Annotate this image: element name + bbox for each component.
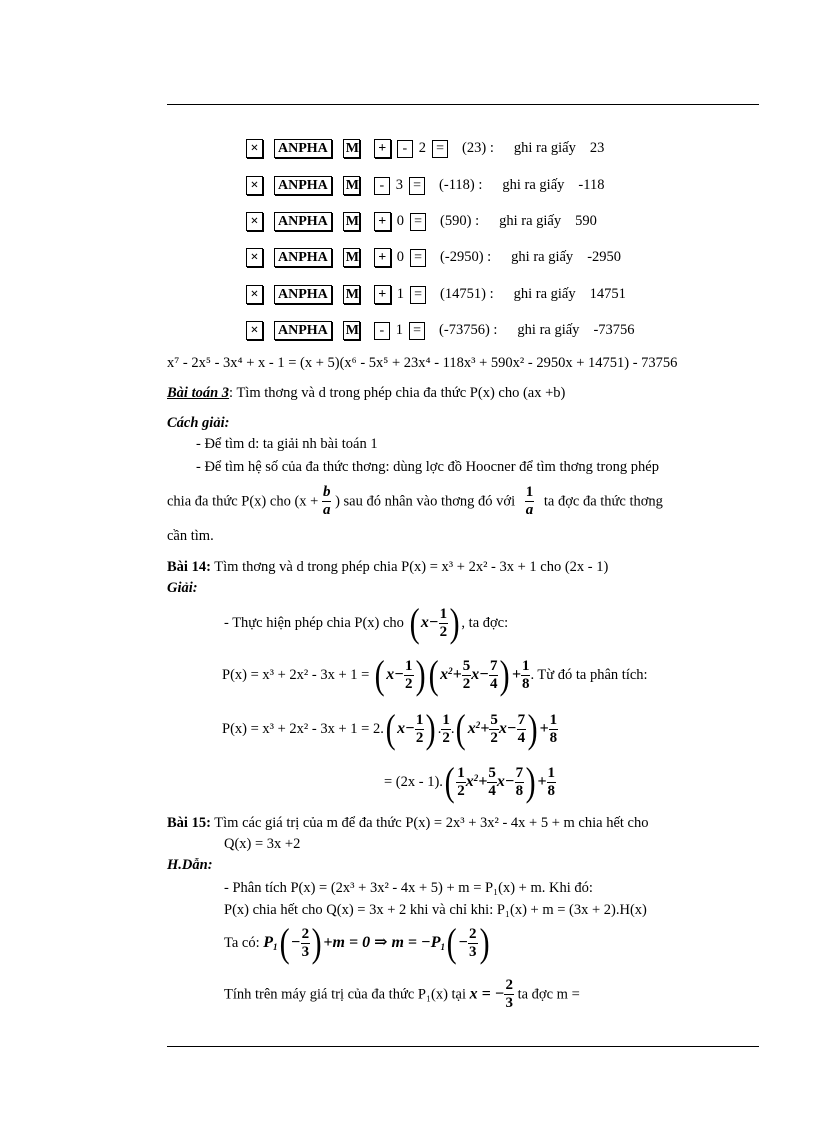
keystroke-row	[246, 285, 626, 304]
ex14-line-4a: = (2x - 1).	[384, 773, 443, 790]
keystroke-row	[246, 176, 604, 195]
row-value: (-2950) :	[440, 249, 492, 265]
row-note: ghi ra giấy	[499, 213, 562, 229]
ex14-line-2: P(x) = x³ + 2x² - 3x + 1 = ( x− $\frac{1}{2}$ )( $x^2+$ $\frac{5}{2}$ x− $\frac{7}{4}$ ) + $\frac{1}{8}$ . Từ đó ta phân tích:	[222, 652, 648, 697]
identity-line: x⁷ - 2x⁵ - 3x⁴ + x - 1 = (x + 5)(x⁶ - 5x⁵ + 23x⁴ - 118x³ + 590x² - 2950x + 14751) - 73756	[167, 355, 678, 371]
m-key: M	[343, 248, 360, 267]
digit: 1	[396, 286, 405, 302]
row-result: -118	[578, 177, 605, 193]
row-note: ghi ra giấy	[502, 177, 565, 193]
row-note: ghi ra giấy	[511, 249, 574, 265]
method-line-1: - Để tìm d: ta giải nh bài toán 1	[196, 436, 378, 452]
keystroke-row	[246, 248, 621, 267]
hint-line-4: Tính trên máy giá trị của đa thức P₁(x) tại x = − $\frac{2}{3}$ ta đợc m =	[224, 977, 580, 1011]
method-line-4: cần tìm.	[167, 528, 214, 544]
m-key: M	[343, 321, 360, 340]
method-line-2: - Để tìm hệ số của đa thức thơng: dùng lợc đồ Hoocner để tìm thơng trong phép	[196, 459, 659, 475]
minus-key: -	[374, 177, 390, 195]
row-value: (-73756) :	[439, 322, 498, 338]
plus-key: +	[374, 285, 391, 304]
minus-key: -	[374, 322, 390, 340]
row-note: ghi ra giấy	[513, 140, 576, 156]
ex14-line-1a: - Thực hiện phép chia P(x) cho	[224, 614, 404, 631]
ex14-line-2b: . Từ đó ta phân tích:	[530, 666, 648, 683]
row-value: (590) :	[440, 213, 480, 229]
keystroke-row	[246, 321, 635, 340]
method-line-3c: ta đợc đa thức thơng	[543, 493, 663, 510]
multiply-key: ×	[246, 176, 263, 195]
hint-line-1: - Phân tích P(x) = (2x³ + 3x² - 4x + 5) + m = P₁(x) + m. Khi đó:	[224, 880, 593, 896]
plus-key: +	[374, 139, 391, 158]
m-key: M	[343, 176, 360, 195]
digit: 2	[418, 140, 427, 156]
header-rule	[167, 104, 759, 105]
exercise-14	[167, 560, 608, 575]
hint-line-3: Ta có: $P_1$( − $\frac{2}{3}$ ) +m = 0 ⇒ $m = -P_1$( − $\frac{2}{3}$ )	[224, 920, 490, 965]
m-key: M	[343, 212, 360, 231]
hint-line-3-label: Ta có:	[224, 934, 260, 951]
multiply-key: ×	[246, 212, 263, 231]
ex14-line-3: P(x) = x³ + 2x² - 3x + 1 = 2.( x− $\frac{1}{2}$ ) . $\frac{1}{2}$ .( $x^2+$ $\frac{5}{2}$ x− $\frac{7}{4}$ ) + $\frac{1}{8}$	[222, 706, 558, 751]
anpha-key: ANPHA	[274, 248, 332, 267]
hint-line-4a: Tính trên máy giá trị của đa thức P₁(x) tại	[224, 986, 467, 1003]
problem-3-text: : Tìm thơng và d trong phép chia đa thức P(x) cho (ax +b)	[229, 385, 566, 401]
plus-key: +	[374, 248, 391, 267]
multiply-key: ×	[246, 285, 263, 304]
ex14-line-4: = (2x - 1).( $\frac{1}{2}$ $x^2+$ $\frac{5}{4}$ x− $\frac{7}{8}$ ) + $\frac{1}{8}$	[384, 759, 556, 804]
multiply-key: ×	[246, 139, 263, 158]
method-line-3	[167, 484, 663, 519]
anpha-key: ANPHA	[274, 139, 332, 158]
ex14-line-1: - Thực hiện phép chia P(x) cho ( x− $\frac{1}{2}$ ) , ta đợc:	[224, 600, 509, 645]
ex14-line-2a: P(x) = x³ + 2x² - 3x + 1 =	[222, 666, 370, 683]
keystroke-row	[246, 139, 604, 158]
equals-key: =	[409, 177, 425, 195]
row-note: ghi ra giấy	[517, 322, 580, 338]
row-note: ghi ra giấy	[513, 286, 576, 302]
exercise-15	[167, 816, 648, 831]
exercise-15-text: Tìm các giá trị của m để đa thức P(x) = 2x³ + 3x² - 4x + 5 + m chia hết cho	[214, 815, 649, 831]
digit: 0	[396, 249, 405, 265]
multiply-key: ×	[246, 248, 263, 267]
problem-3-title: Bài toán 3	[167, 385, 230, 401]
row-result: 23	[589, 140, 605, 156]
row-result: -2950	[587, 249, 622, 265]
anpha-key: ANPHA	[274, 212, 332, 231]
exercise-14-text: Tìm thơng và d trong phép chia P(x) = x³ + 2x² - 3x + 1 cho (2x - 1)	[214, 559, 609, 575]
row-value: (23) :	[462, 140, 494, 156]
exercise-14-title: Bài 14:	[167, 559, 211, 575]
anpha-key: ANPHA	[274, 176, 332, 195]
hint-line-4b: ta đợc m =	[517, 986, 580, 1003]
fraction-1-over-a: $\frac{1}{a}$	[525, 484, 534, 518]
keystroke-row	[246, 212, 597, 231]
equals-key: =	[410, 249, 426, 267]
ex14-line-3a: P(x) = x³ + 2x² - 3x + 1 = 2.	[222, 720, 384, 737]
row-result: 14751	[589, 286, 626, 302]
equals-key: =	[410, 286, 426, 304]
equals-key: =	[409, 322, 425, 340]
footer-rule	[167, 1046, 759, 1047]
minus-key: -	[397, 140, 413, 158]
exercise-15-title: Bài 15:	[167, 815, 211, 831]
method-line-3b: ) sau đó nhân vào thơng đó với	[335, 493, 516, 510]
equals-key: =	[410, 213, 426, 231]
fraction-b-over-a: $\frac{b}{a}$	[322, 484, 331, 518]
digit: 1	[395, 322, 404, 338]
exercise-15-text-2: Q(x) = 3x +2	[224, 836, 301, 852]
row-value: (-118) :	[439, 177, 483, 193]
solution-title: Giải:	[167, 580, 198, 596]
digit: 3	[395, 177, 404, 193]
m-key: M	[343, 139, 360, 158]
multiply-key: ×	[246, 321, 263, 340]
row-result: -73756	[593, 322, 635, 338]
row-value: (14751) :	[440, 286, 494, 302]
anpha-key: ANPHA	[274, 285, 332, 304]
hint-line-2: P(x) chia hết cho Q(x) = 3x + 2 khi và chỉ khi: P₁(x) + m = (3x + 2).H(x)	[224, 902, 647, 918]
hint-title: H.Dẫn:	[167, 857, 213, 873]
method-title: Cách giải:	[167, 415, 230, 431]
plus-key: +	[374, 212, 391, 231]
row-result: 590	[575, 213, 597, 229]
problem-3	[167, 386, 565, 401]
equals-key: =	[432, 140, 448, 158]
ex14-line-1b: , ta đợc:	[461, 614, 509, 631]
digit: 0	[396, 213, 405, 229]
method-line-3a: chia đa thức P(x) cho (x +	[167, 493, 319, 510]
anpha-key: ANPHA	[274, 321, 332, 340]
m-key: M	[343, 285, 360, 304]
